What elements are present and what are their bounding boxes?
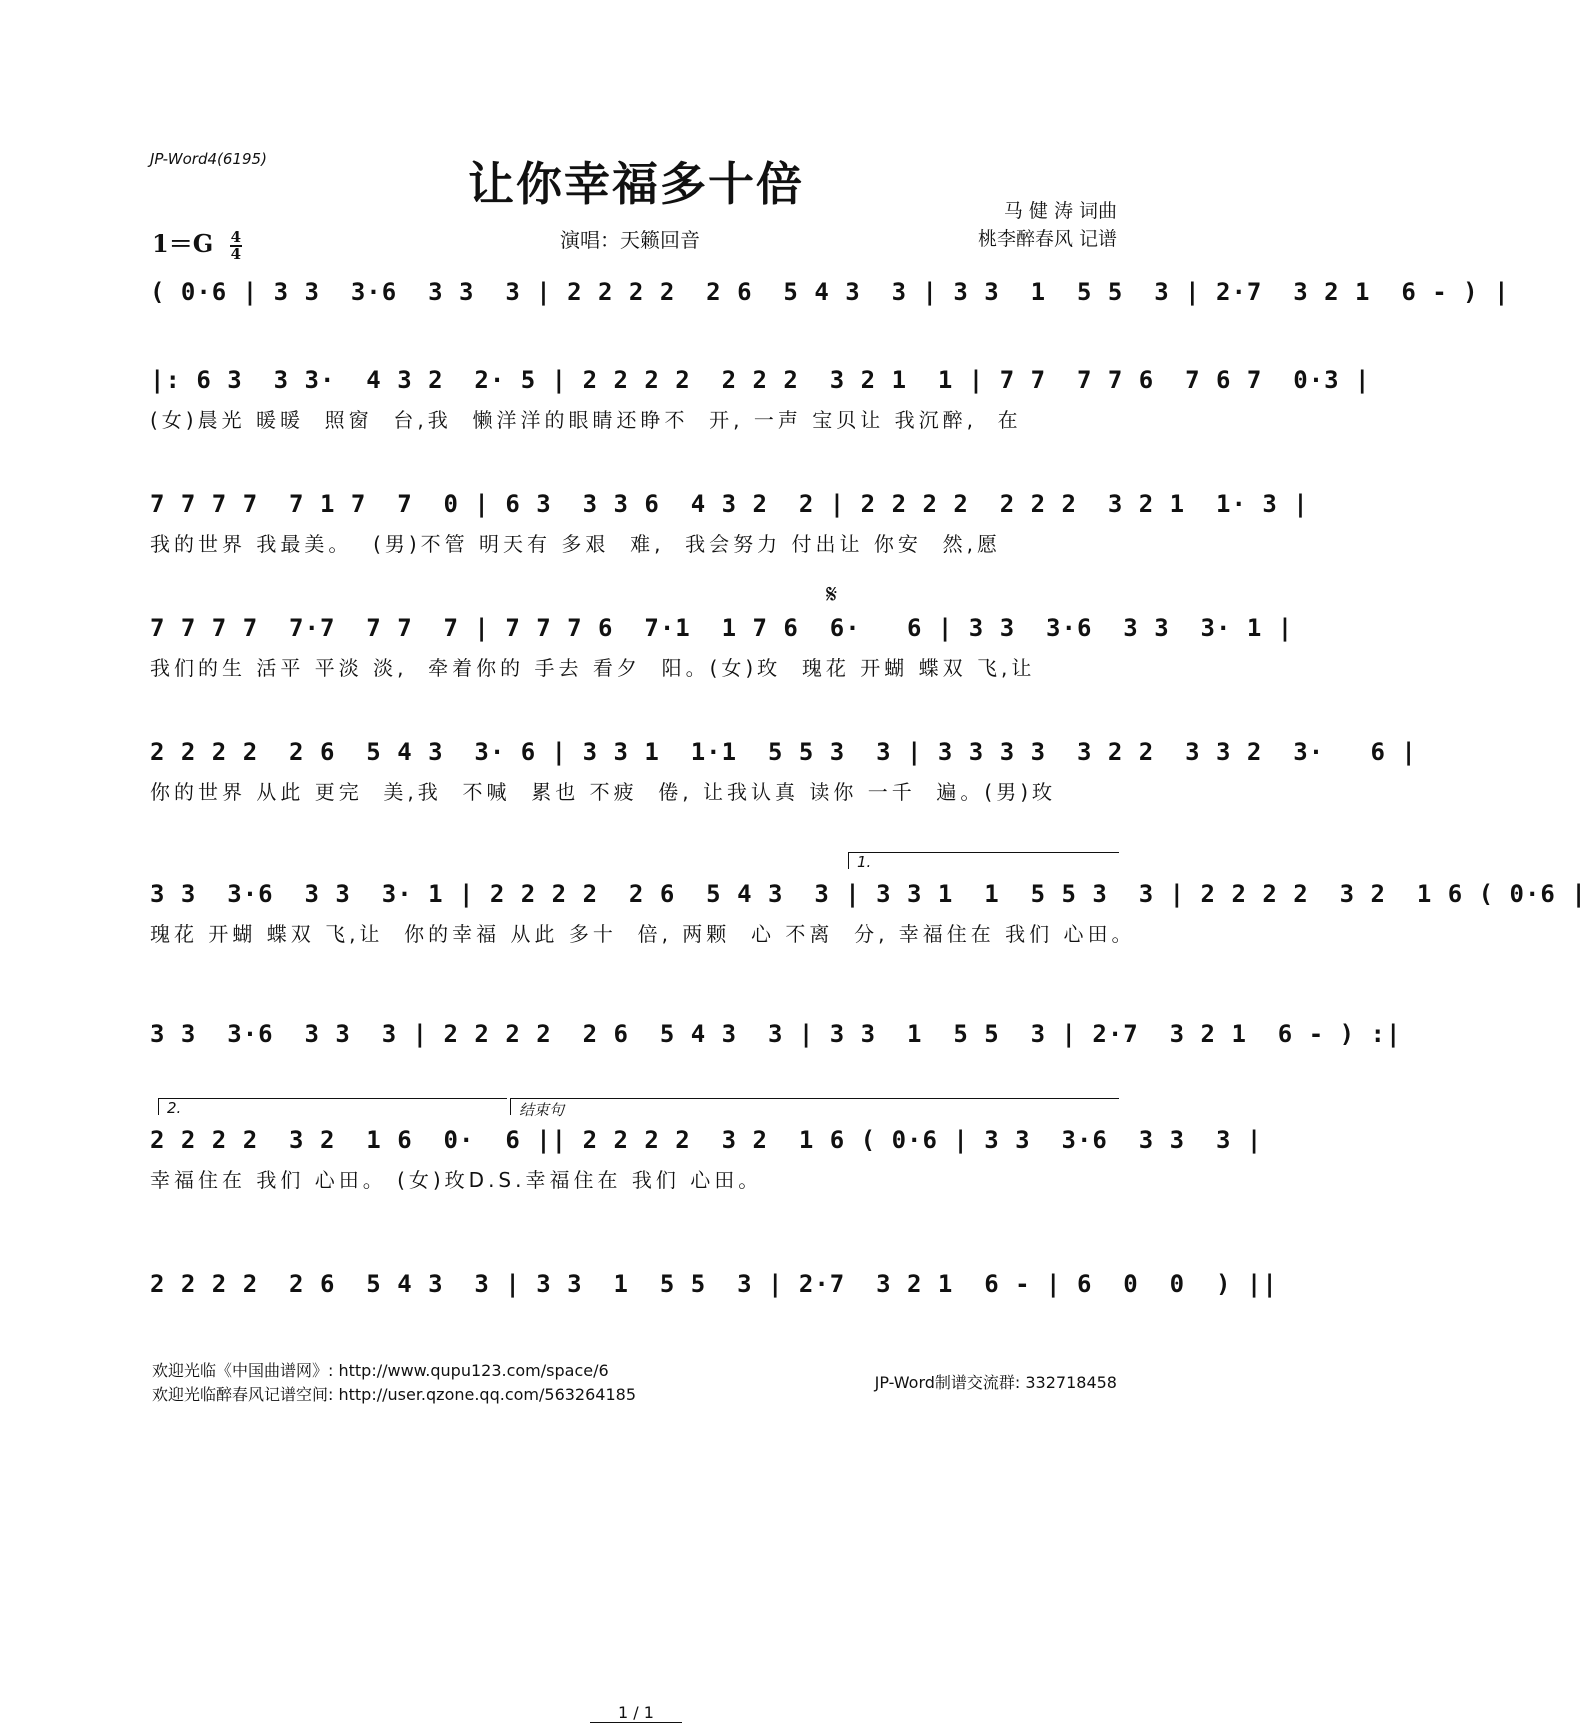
- time-top: 4: [230, 227, 241, 246]
- notation-row: ( 0·6 | 3 3 3·6 3 3 3 | 2 2 2 2 2 6 5 4 3 3 | 3 3 1 5 5 3 | 2·7 3 2 1 6 - ) |: [150, 278, 1510, 306]
- page-title: 让你幸福多十倍: [468, 157, 804, 211]
- key-signature: [152, 224, 242, 262]
- notation-row: 3 3 3·6 3 3 3· 1 | 2 2 2 2 2 6 5 4 3 3 | 3 3 1 1 5 5 3 3 | 2 2 2 2 3 2 1 6 ( 0·6 |: [150, 880, 1587, 908]
- singer-credit: 演唱：天籁回音: [560, 228, 700, 252]
- notation-row: 3 3 3·6 3 3 3 | 2 2 2 2 2 6 5 4 3 3 | 3 3 1 5 5 3 | 2·7 3 2 1 6 - ) :|: [150, 1020, 1402, 1048]
- volta-label: 2.: [167, 1099, 182, 1117]
- segno-icon: 𝄋: [826, 580, 838, 610]
- footer-group: JP-Word制谱交流群: 332718458: [874, 1373, 1117, 1392]
- transcriber-credit: 桃李醉春风 记谱: [977, 228, 1117, 250]
- staff-line-5: [150, 732, 1417, 806]
- volta-label: 1.: [857, 853, 872, 871]
- key-label: 1＝G: [152, 229, 214, 258]
- staff-line-7: [150, 1014, 1402, 1054]
- notation-row: 7 7 7 7 7 1 7 7 0 | 6 3 3 3 6 4 3 2 2 | 2 2 2 2 2 2 2 3 2 1 1· 3 |: [150, 490, 1309, 518]
- lyrics-row: (女)晨光 暖暖 照窗 台,我 懒洋洋的眼睛还睁不 开, 一声 宝贝让 我沉醉, 在: [150, 408, 1022, 432]
- lyrics-row: 我的世界 我最美。 (男)不管 明天有 多艰 难, 我会努力 付出让 你安 然,愿: [150, 532, 1001, 556]
- volta-bracket-1: [848, 852, 1119, 869]
- time-signature: [230, 227, 242, 263]
- lyrics-row: 幸福住在 我们 心田。 (女)玫D.S.幸福住在 我们 心田。: [150, 1168, 763, 1192]
- notation-row: |: 6 3 3 3· 4 3 2 2· 5 | 2 2 2 2 2 2 2 3 2 1 1 | 7 7 7 7 6 7 6 7 0·3 |: [150, 366, 1371, 394]
- notation-row: 2 2 2 2 3 2 1 6 0· 6 || 2 2 2 2 3 2 1 6 ( 0·6 | 3 3 3·6 3 3 3 |: [150, 1126, 1263, 1154]
- staff-line-6: [150, 874, 1587, 948]
- staff-line-2: [150, 360, 1371, 434]
- lyrics-row: 我们的生 活平 平淡 淡, 牵着你的 手去 看夕 阳。(女)玫 瑰花 开蝴 蝶双 飞,让: [150, 656, 1036, 680]
- staff-line-4: [150, 608, 1294, 682]
- staff-line-3: [150, 484, 1309, 558]
- lyrics-row: 瑰花 开蝴 蝶双 飞,让 你的幸福 从此 多十 倍, 两颗 心 不离 分, 幸福住在 我们 心田。: [150, 922, 1136, 946]
- notation-row: 2 2 2 2 2 6 5 4 3 3 | 3 3 1 5 5 3 | 2·7 3 2 1 6 - | 6 0 0 ) ||: [150, 1270, 1278, 1298]
- footer-link-1: 欢迎光临《中国曲谱网》: http://www.qupu123.com/space/6: [152, 1361, 609, 1380]
- footer-link-2: 欢迎光临醉春风记谱空间: http://user.qzone.qq.com/563264185: [152, 1385, 637, 1404]
- notation-row: 2 2 2 2 2 6 5 4 3 3· 6 | 3 3 1 1·1 5 5 3 3 | 3 3 3 3 3 2 2 3 3 2 3· 6 |: [150, 738, 1417, 766]
- volta-bracket-2: [158, 1098, 507, 1115]
- page-number: [0, 1703, 1272, 1722]
- software-label: JP-Word4(6195): [150, 150, 267, 168]
- staff-line-9: [150, 1264, 1278, 1304]
- page-number-text: 1 / 1: [590, 1703, 682, 1723]
- lyrics-row: 你的世界 从此 更完 美,我 不喊 累也 不疲 倦, 让我认真 读你 一千 遍。(男)玫: [150, 780, 1057, 804]
- coda-label: 结束句: [519, 1101, 565, 1119]
- coda-bracket: [510, 1098, 1119, 1119]
- staff-line-1: [150, 272, 1510, 312]
- composer-credit: 马 健 涛 词曲: [1003, 200, 1117, 222]
- staff-line-8: [150, 1120, 1263, 1194]
- time-bottom: 4: [230, 244, 241, 263]
- notation-row: 7 7 7 7 7·7 7 7 7 | 7 7 7 6 7·1 1 7 6 6· 6 | 3 3 3·6 3 3 3· 1 |: [150, 614, 1294, 642]
